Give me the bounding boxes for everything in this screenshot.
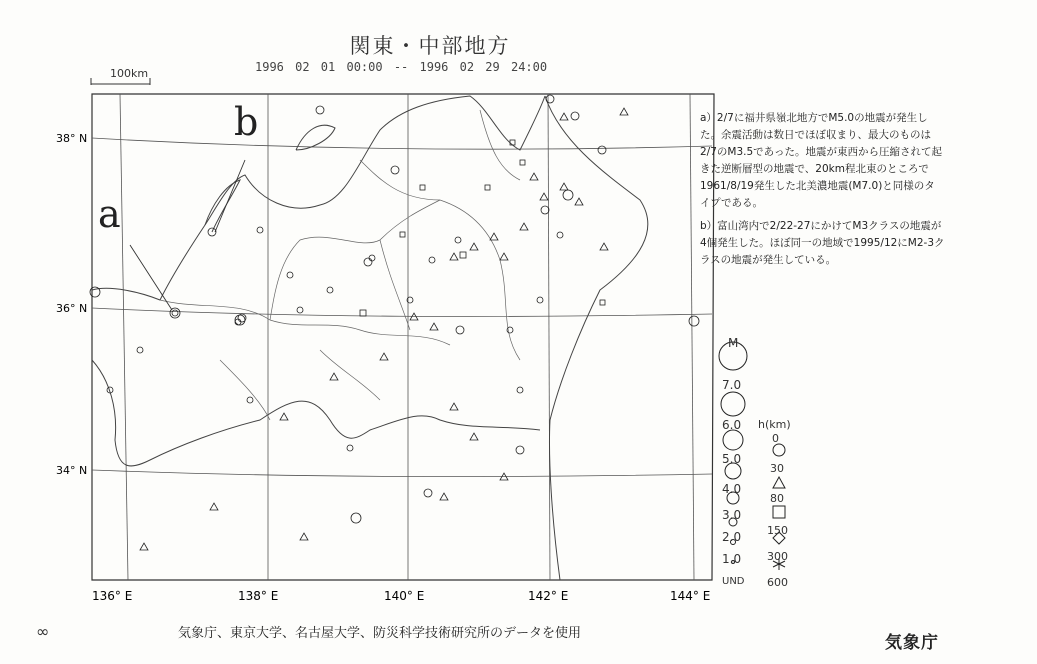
lon-label-142: 142° E	[528, 589, 569, 603]
lon-label-138: 138° E	[238, 589, 279, 603]
lon-label-140: 140° E	[384, 589, 425, 603]
epicenters-intermediate	[140, 108, 628, 550]
legend-depth-300: 300	[767, 550, 788, 563]
legend-depth-80: 80	[770, 492, 784, 505]
legend-depth-150: 150	[767, 524, 788, 537]
depth-legend	[758, 418, 808, 598]
graticule	[92, 94, 712, 580]
data-source-footer: 気象庁、東京大学、名古屋大学、防災科学技術研究所のデータを使用	[178, 626, 582, 641]
epicenters-shallow	[90, 95, 699, 523]
lon-label-144: 144° E	[670, 589, 711, 603]
agency-name: 気象庁	[885, 633, 939, 653]
legend-depth-600: 600	[767, 576, 788, 589]
legend-magnitude-1: 1.0	[722, 552, 742, 566]
prefecture-borders	[160, 110, 520, 420]
map-frame	[92, 94, 714, 580]
lon-label-136: 136° E	[92, 589, 133, 603]
legend-magnitude-7: 7.0	[722, 378, 742, 392]
annotation-lines	[130, 160, 245, 310]
map-title: 関東・中部地方	[349, 34, 511, 58]
lat-label-38: 38° N	[56, 132, 88, 145]
scale-label: 100km	[110, 67, 149, 80]
legend-magnitude-title: M	[728, 336, 739, 350]
annotation-notes	[700, 110, 945, 275]
legend-depth-0: 0	[772, 432, 779, 445]
legend-magnitude-5: 5.0	[722, 452, 742, 466]
corner-mark: ∞	[36, 622, 50, 641]
lat-label-36: 36° N	[56, 302, 88, 315]
region-label-b: b	[234, 100, 259, 144]
legend-magnitude-6: 6.0	[722, 418, 742, 432]
legend-magnitude-4: 4.0	[722, 482, 742, 496]
legend-magnitude-3: 3.0	[722, 508, 742, 522]
time-period: 1996 02 01 00:00 -- 1996 02 29 24:00	[255, 60, 548, 74]
legend-depth-30: 30	[770, 462, 784, 475]
magnitude-legend	[722, 320, 755, 620]
note-a: a）2/7に福井県嶺北地方でM5.0の地震が発生した。余震活動は数日でほぼ収まり、最大のものは2/7のM3.5であった。地震が東西から圧縮されて起きた逆断層型の地震で、20km程北東のところで1961/8/19発生した北美濃地震(M7.0)と同様のタイプである。	[700, 112, 943, 209]
note-b: b）富山湾内で2/22-27にかけてM3クラスの地震が4個発生した。ほぼ同一の地域で1995/12にM2-3クラスの地震が発生している。	[700, 220, 945, 266]
legend-depth-title: h(km)	[758, 418, 791, 431]
legend-magnitude-2: 2.0	[722, 530, 742, 544]
lat-label-34: 34° N	[56, 464, 88, 477]
legend-magnitude-und: UND	[722, 576, 745, 587]
region-label-a: a	[98, 192, 121, 236]
coastline	[92, 96, 648, 580]
